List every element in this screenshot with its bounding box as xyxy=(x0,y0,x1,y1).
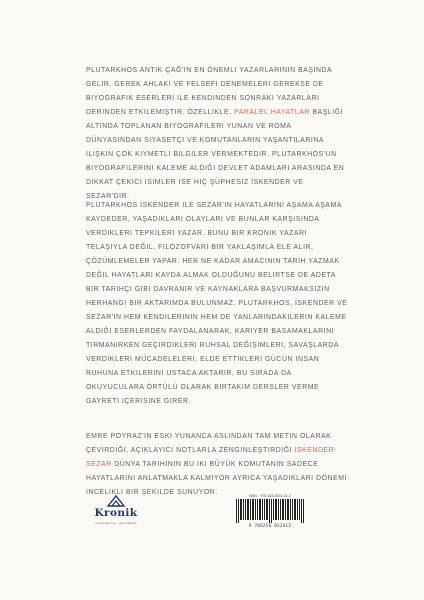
publisher-logo xyxy=(86,494,146,528)
publisher-info: kronikkitap.com · @kronikkitap xyxy=(95,521,137,525)
kronik-emblem-icon xyxy=(106,494,126,508)
description-paragraph-3 xyxy=(86,430,348,500)
isbn-barcode xyxy=(234,494,306,530)
highlighted-title-iskender-sezar: İSKENDER-SEZAR xyxy=(86,447,338,468)
description-paragraph-1 xyxy=(86,64,348,204)
paragraph-1-text-start: PLUTARKHOS ANTIK ÇAĞ'IN EN ÖNEMLI YAZARLARININ BAŞINDA GELIR. GEREK AHLAKI VE FELSEFI DENEMELERI GEREKSE DE BIYOGRAFIK ESERLERI ILE KENDINDEN SONRAKI YAZARLARI DERINDEN ETKILEMIŞTIR. ÖZELLIKLE, xyxy=(86,67,332,116)
barcode-digits: 9 786258 032412 xyxy=(248,523,292,528)
description-paragraph-2: PLUTARKHOS İSKENDER ILE SEZAR'IN HAYATLARINI AŞAMA AŞAMA KAYDEDER, YAŞADIKLARI OLAYLARI VE BUNLAR KARŞISINDA VERDIKLERI TEPKILERI YAZAR. BUNU BIR KRONIK YAZARI TELAŞIYLA DEĞIL, FILOZOFVARI BIR YAKLAŞIMLA ELE ALIR, ÇÖZÜMLEMELER YAPAR. HER NE KADAR AMACININ TARIH YAZMAK DEĞIL HAYATLARI KAYDA ALMAK OLDUĞUNU BELIRTSE DE ADETA BIR TARIHÇI GIBI DAVRANIR VE KAYNAKLARA BAŞVURMAKSIZIN HERHANGI BIR AKTARIMDA BULUNMAZ. PLUTARKHOS, İSKENDER VE SEZAR'IN HEM KENDILERININ HEM DE YANLARINDAKILERIN KALEME ALDIĞI ESERLERDEN FAYDALANARAK, KARIYER BASAMAKLARINI TIRMANIRKEN GEÇIRDIKLERI RUHSAL DEĞIŞIMLERI, SAVAŞLARDA VERDIKLERI MÜCADELELERI, ELDE ETTIKLERI GÜCÜN INSAN RUHUNA ETKILERINI USTACA AKTARIR, BU SIRADA DA OKUYUCULARA ÖRTÜLÜ OLARAK BIRTAKIM DERSLER VERME GAYRETI IÇERISINE GIRER. xyxy=(86,202,348,405)
highlighted-title-paralel-hayatlar: PARALEL HAYATLAR xyxy=(234,109,310,116)
barcode-icon xyxy=(236,499,304,523)
paragraph-1-text-end: BAŞLIĞI ALTINDA TOPLANAN BIYOGRAFILERI YUNAN VE ROMA DÜNYASINDAN SIYASETÇI VE KOMUTANLARIN YAŞANTILARINA ILIŞKIN ÇOK KIYMETLI BILGILER VERMEKTEDIR. PLUTARKHOS'UN BIYOGRAFILERINI KALEME ALDIĞI DEVLET ADAMLARI ARASINDA EN DIKKAT ÇEKICI ISIMLER ISE HIÇ ŞÜPHESIZ İSKENDER VE SEZAR'DIR. xyxy=(86,109,345,200)
paragraph-3-text-start: EMRE POYRAZ'IN ESKI YUNANCA ASLINDAN TAM METIN OLARAK ÇEVIRDIĞI, AÇIKLAYICI NOTLARLA ZENGINLEŞTIRDIĞI xyxy=(86,433,332,454)
isbn-label: ISBN · 978-625-8032-41-2 xyxy=(248,494,292,498)
footer xyxy=(86,494,348,530)
paragraph-3-text-end: DÜNYA TARIHININ BU IKI BÜYÜK KOMUTANIN SADECE HAYATLARINI ANLATMAKLA KALMIYOR AYRICA YAŞADIKLARI DÖNEMI INCELIKLI BIR ŞEKILDE SUNUYOR. xyxy=(86,461,347,496)
publisher-name: Kronik xyxy=(94,507,138,519)
